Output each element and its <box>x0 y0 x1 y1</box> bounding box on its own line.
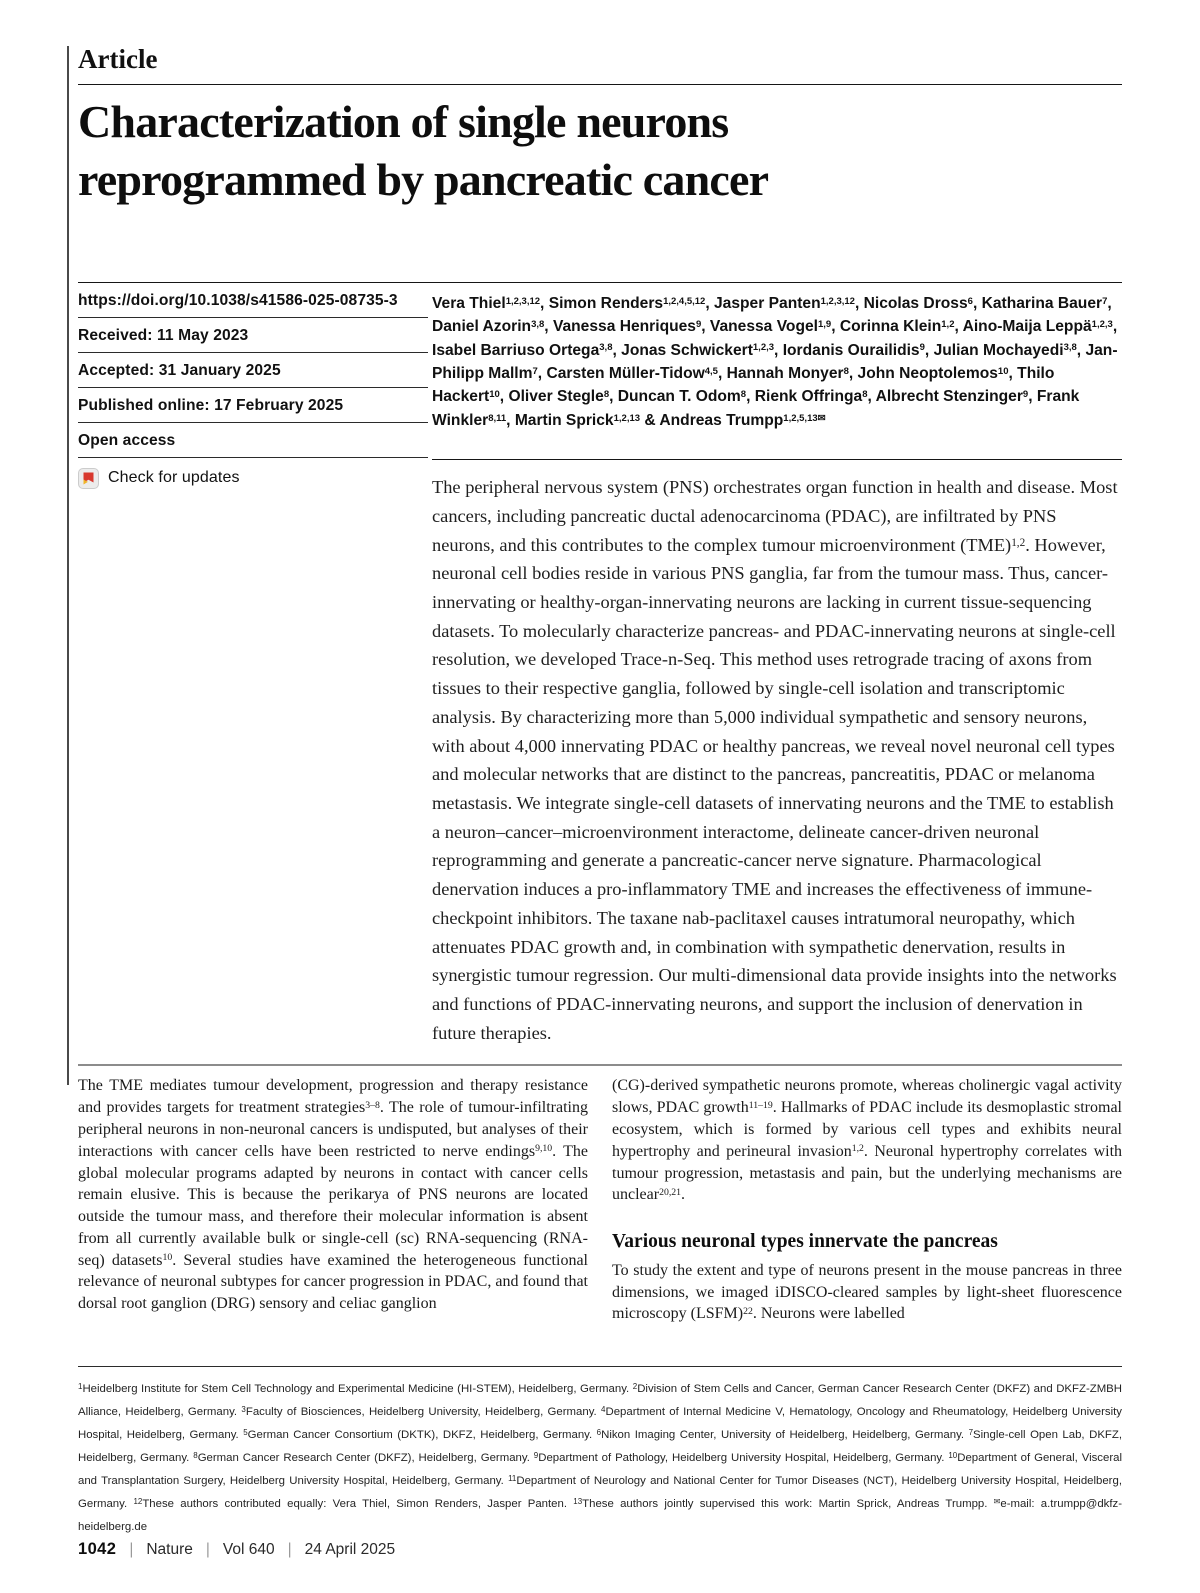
authors-and-abstract <box>432 283 1122 1048</box>
divider <box>78 84 1122 85</box>
section-heading: Various neuronal types innervate the pancreas <box>612 1231 998 1253</box>
body-paragraph: (CG)-derived sympathetic neurons promote, whereas cholinergic vagal activity slows, PDAC growth$^{11-19}$. Hallmarks of PDAC include its desmoplastic stromal ecosystem, which is formed by various cell types and exhibits neural hypertrophy and perineural invasion$^{1,2}$. Neuronal hypertrophy correlates with tumour progression, metastasis and pain, but the underlying mechanisms are unclear$^{20,21}$. <box>612 1077 1123 1204</box>
volume-label: Vol 640 <box>222 1541 275 1558</box>
page-number: 1042 <box>78 1540 117 1558</box>
left-accent-bar <box>67 46 69 1085</box>
accepted-date: Accepted: 31 January 2025 <box>78 353 428 388</box>
body-columns <box>78 1064 1122 1325</box>
article-kicker: Article <box>78 44 158 74</box>
affiliations-text: $^1$Heidelberg Institute for Stem Cell Technology and Experimental Medicine (HI-STEM), Heidelberg, Germany. $^2$Division of Stem Cells and Cancer, German Cancer Research Center (DKFZ) and DKFZ-ZMBH Alliance, Heidelberg, Germany. $^3$Faculty of Biosciences, Heidelberg University, Heidelberg, Germany. $^4$Department of Internal Medicine V, Hematology, Oncology and Rheumatology, Heidelberg University Hospital, Heidelberg, Germany. $^5$German Cancer Consortium (DKTK), DKFZ, Heidelberg, Germany. $^6$Nikon Imaging Center, University of Heidelberg, Heidelberg, Germany. $^7$Single-cell Open Lab, DKFZ, Heidelberg, Germany. $^8$German Cancer Research Center (DKFZ), Heidelberg, Germany. $^9$Department of Pathology, Heidelberg University Hospital, Heidelberg, Germany. $^{10}$Department of General, Visceral and Transplantation Surgery, Heidelberg University Hospital, Heidelberg, Germany. $^{11}$Department of Neurology and National Center for Tumor Diseases (NCT), Heidelberg University Hospital, Heidelberg, Germany. $^{12}$These authors contributed equally: Vera Thiel, Simon Renders, Jasper Panten. $^{13}$These authors jointly supervised this work: Martin Sprick, Andreas Trumpp. <box>78 1381 1123 1510</box>
journal-name: Nature <box>146 1541 193 1558</box>
open-access-label: Open access <box>78 423 428 458</box>
published-date: Published online: 17 February 2025 <box>78 388 428 423</box>
received-date: Received: 11 May 2023 <box>78 318 428 353</box>
header-grid <box>78 282 1122 1048</box>
body-paragraph: To study the extent and type of neurons present in the mouse pancreas in three dimensions, we imaged iDISCO-cleared samples by light-sheet fluorescence microscopy (LSFM)$^{22}$. Neurons were labelled <box>612 1261 1122 1323</box>
check-for-updates-label: Check for updates <box>108 469 240 487</box>
crossmark-icon <box>78 468 99 489</box>
article-title: Characterization of single neurons reprogrammed by pancreatic cancer <box>78 96 769 206</box>
author-list: Vera Thiel$^{1,2,3,12}$, Simon Renders$^{1,2,4,5,12}$, Jasper Panten$^{1,2,3,12}$, Nicolas Dross$^6$, Katharina Bauer$^7$, Daniel Azorin$^{3,8}$, Vanessa Henriques$^9$, Vanessa Vogel$^{1,9}$, Corinna Klein$^{1,2}$, Aino-Maija Leppä$^{1,2,3}$, Isabel Barriuso Ortega$^{3,8}$, Jonas Schwickert$^{1,2,3}$, Iordanis Ourailidis$^9$, Julian Mochayedi$^{3,8}$, Jan-Philipp Mallm$^7$, Carsten Müller-Tidow$^{4,5}$, Hannah Monyer$^8$, John Neoptolemos$^{10}$, Thilo Hackert$^{10}$, Oliver Stegle$^8$, Duncan T. Odom$^8$, Rienk Offringa$^8$, Albrecht Stenzinger$^9$, Frank Winkler$^{8,11}$, Martin Sprick$^{1,2,13}$ & Andreas Trumpp$^{1,2,5,13✉}$ <box>432 294 1118 429</box>
issue-date: 24 April 2025 <box>304 1541 396 1558</box>
footer-separator: | <box>129 1541 134 1558</box>
body-paragraph: The TME mediates tumour development, progression and therapy resistance and provides targets for treatment strategies$^{3-8}$. The role of tumour-infiltrating peripheral neurons in non-neuronal cancers is undisputed, but analyses of their interactions with cancer cells have been restricted to nerve endings$^{9,10}$. The global molecular programs adapted by neurons in contact with cancer cells remain elusive. This is because the perikarya of PNS neurons are located outside the tumour mass, and therefore their molecular information is absent from all currently available bulk or single-cell (sc) RNA-sequencing (RNA-seq) datasets$^{10}$. Several studies have examined the heterogeneous functional relevance of neuronal subtypes for cancer progression in PDAC, and found that dorsal root ganglion (DRG) sensory and celiac ganglion <box>78 1077 588 1313</box>
footer-separator: | <box>287 1541 292 1558</box>
footer-separator: | <box>205 1541 210 1558</box>
metadata-list <box>78 283 428 1048</box>
abstract: The peripheral nervous system (PNS) orchestrates organ function in health and disease. Most cancers, including pancreatic ductal adenocarcinoma (PDAC), are infiltrated by PNS neurons, and this contributes to the complex tumour microenvironment (TME)$^{1,2}$. However, neuronal cell bodies reside in various PNS ganglia, far from the tumour mass. Thus, cancer-innervating or healthy-organ-innervating neurons are lacking in current tissue-sequencing datasets. To molecularly characterize pancreas- and PDAC-innervating neurons at single-cell resolution, we developed Trace-n-Seq. This method uses retrograde tracing of axons from tissues to their respective ganglia, followed by single-cell isolation and transcriptomic analysis. By characterizing more than 5,000 individual sympathetic and sensory neurons, with about 4,000 innervating PDAC or healthy pancreas, we reveal novel neuronal cell types and molecular networks that are distinct to the pancreas, pancreatitis, PDAC or melanoma metastasis. We integrate single-cell datasets of innervating neurons and the TME to establish a neuron–cancer–microenvironment interactome, delineate cancer-driven neuronal reprogramming and generate a pancreatic-cancer nerve signature. Pharmacological denervation induces a pro-inflammatory TME and increases the effectiveness of immune-checkpoint inhibitors. The taxane nab-paclitaxel causes intratumoral neuropathy, which attenuates PDAC growth and, in combination with sympathetic denervation, results in synergistic tumour regression. Our multi-dimensional data provide insights into the networks and functions of PDAC-innervating neurons, and support the inclusion of denervation in future therapies. <box>432 459 1122 1047</box>
body-column-right <box>612 1075 1122 1325</box>
email-link[interactable]: ✉e-mail: a.trumpp@dkfz-heidelberg.de <box>78 1496 1123 1533</box>
check-for-updates-button[interactable] <box>78 458 428 496</box>
doi-link[interactable]: https://doi.org/10.1038/s41586-025-08735-3 <box>78 283 428 318</box>
affiliations-footnote <box>78 1366 1122 1539</box>
page-footer <box>78 1540 395 1559</box>
body-column-left <box>78 1075 588 1325</box>
